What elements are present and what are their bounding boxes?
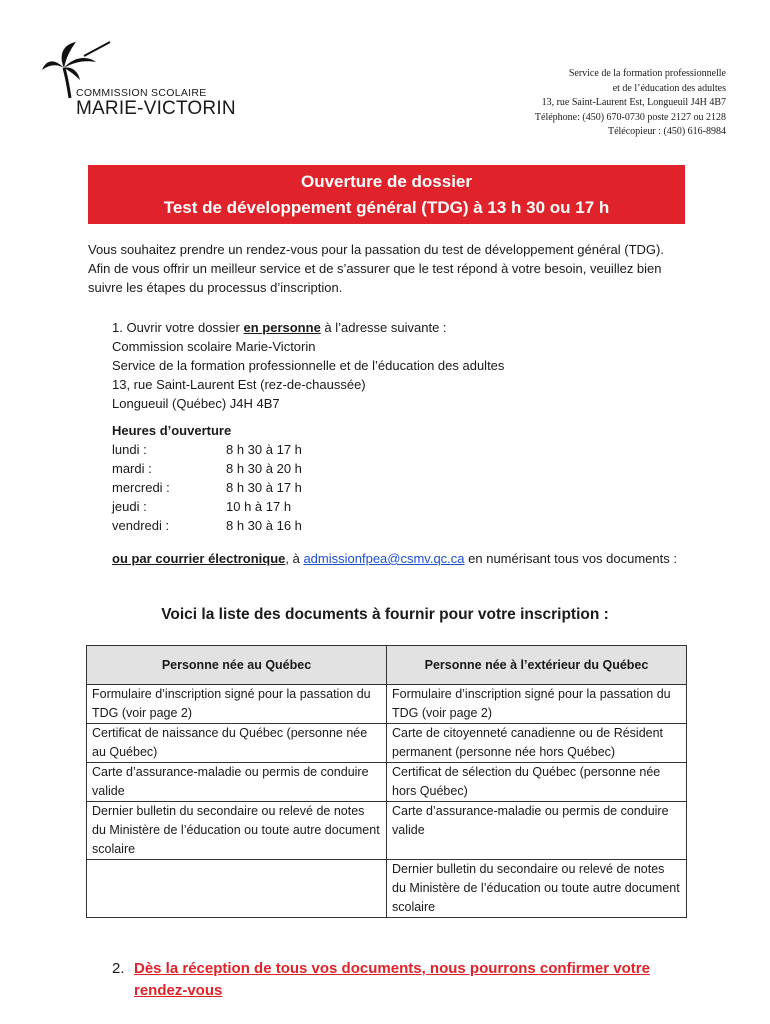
table-row xyxy=(87,685,687,724)
email-link[interactable]: admissionfpea@csmv.qc.ca xyxy=(303,551,465,566)
address-line: Longueuil (Québec) J4H 4B7 xyxy=(112,396,280,411)
intro-paragraph: Vous souhaitez prendre un rendez-vous pour la passation du test de développement général (TDG). Afin de vous offrir un meilleur service et de s’assurer que le test répond à votre besoin, veuillez bien suivre les étapes du processus d’inscription. xyxy=(88,242,664,295)
table-cell: Certificat de sélection du Québec (personne née hors Québec) xyxy=(387,763,687,802)
email-line xyxy=(112,549,712,568)
table-cell: Carte de citoyenneté canadienne ou de Résident permanent (personne née hors Québec) xyxy=(387,724,687,763)
hours-row xyxy=(112,516,712,535)
logo-line2: MARIE-VICTORIN xyxy=(76,98,236,119)
logo-line1: COMMISSION SCOLAIRE xyxy=(76,87,207,99)
step-2-line2: rendez-vous xyxy=(134,982,223,999)
banner-subtitle: Test de développement général (TDG) à 13 h 30 ou 17 h xyxy=(163,198,610,217)
hours-time: 8 h 30 à 17 h xyxy=(226,480,302,495)
hours-day: jeudi : xyxy=(112,499,147,514)
hours-time: 8 h 30 à 17 h xyxy=(226,442,302,457)
service-line: Télécopieur : (450) 616-8984 xyxy=(607,126,726,138)
step-1-emphasis: en personne xyxy=(243,320,321,335)
service-line: Service de la formation professionnelle xyxy=(568,68,726,79)
step-1-heading xyxy=(112,318,712,337)
header-outside-quebec: Personne née à l’extérieur du Québec xyxy=(387,646,687,685)
banner-title: Ouverture de dossier xyxy=(300,172,472,191)
hours-day: mardi : xyxy=(112,461,152,476)
table-cell: Formulaire d’inscription signé pour la passation du TDG (voir page 2) xyxy=(87,685,387,724)
email-mid: , à xyxy=(285,551,304,566)
step-2-line1-wrap xyxy=(112,958,712,980)
table-cell: Carte d’assurance-maladie ou permis de conduire valide xyxy=(387,802,687,860)
address-line: 13, rue Saint-Laurent Est (rez-de-chaussée) xyxy=(112,377,366,392)
hours-row xyxy=(112,440,712,459)
step-2-line1: Dès la réception de tous vos documents, nous pourrons confirmer votre xyxy=(134,960,650,977)
step-1 xyxy=(112,318,712,568)
email-prefix: ou par courrier électronique xyxy=(112,551,286,566)
step-2-number: 2. xyxy=(112,960,125,977)
header-quebec: Personne née au Québec xyxy=(87,646,387,685)
hours-row xyxy=(112,459,712,478)
hours-row xyxy=(112,478,712,497)
service-address-block xyxy=(535,67,726,140)
hours-time: 8 h 30 à 16 h xyxy=(226,518,302,533)
hours-day: lundi : xyxy=(112,442,147,457)
table-row xyxy=(87,763,687,802)
hours-time: 8 h 30 à 20 h xyxy=(226,461,302,476)
table-cell: Dernier bulletin du secondaire ou relevé de notes du Ministère de l’éducation ou toute autre document scolaire xyxy=(87,802,387,860)
hours-day: mercredi : xyxy=(112,480,170,495)
email-suffix: en numérisant tous vos documents : xyxy=(464,551,677,566)
service-line: et de l’éducation des adultes xyxy=(612,82,726,94)
hours-time: 10 h à 17 h xyxy=(226,499,292,514)
table-header-row xyxy=(87,646,687,685)
documents-title: Voici la liste des documents à fournir pour votre inscription : xyxy=(161,606,609,623)
step-1-suffix: à l’adresse suivante : xyxy=(320,320,447,335)
table-row xyxy=(87,860,687,918)
title-banner xyxy=(88,165,685,224)
table-row xyxy=(87,724,687,763)
hours-row xyxy=(112,497,712,516)
logo xyxy=(40,40,240,122)
step-2 xyxy=(112,958,712,1002)
step-1-prefix: 1. Ouvrir votre dossier xyxy=(112,320,244,335)
table-cell: Certificat de naissance du Québec (personne née au Québec) xyxy=(87,724,387,763)
documents-table xyxy=(86,645,687,918)
table-cell: Dernier bulletin du secondaire ou relevé de notes du Ministère de l’éducation ou toute autre document scolaire xyxy=(387,860,687,918)
service-line: 13, rue Saint-Laurent Est, Longueuil J4H 4B7 xyxy=(541,97,726,109)
address-line: Service de la formation professionnelle et de l’éducation des adultes xyxy=(112,358,505,373)
hours-title: Heures d’ouverture xyxy=(112,423,232,438)
service-line: Téléphone: (450) 670-0730 poste 2127 ou 2128 xyxy=(534,111,726,123)
table-cell xyxy=(87,860,387,918)
address-line: Commission scolaire Marie-Victorin xyxy=(112,339,316,354)
hours-day: vendredi : xyxy=(112,518,170,533)
table-cell: Formulaire d’inscription signé pour la passation du TDG (voir page 2) xyxy=(387,685,687,724)
table-cell: Carte d’assurance-maladie ou permis de conduire valide xyxy=(87,763,387,802)
table-row xyxy=(87,802,687,860)
